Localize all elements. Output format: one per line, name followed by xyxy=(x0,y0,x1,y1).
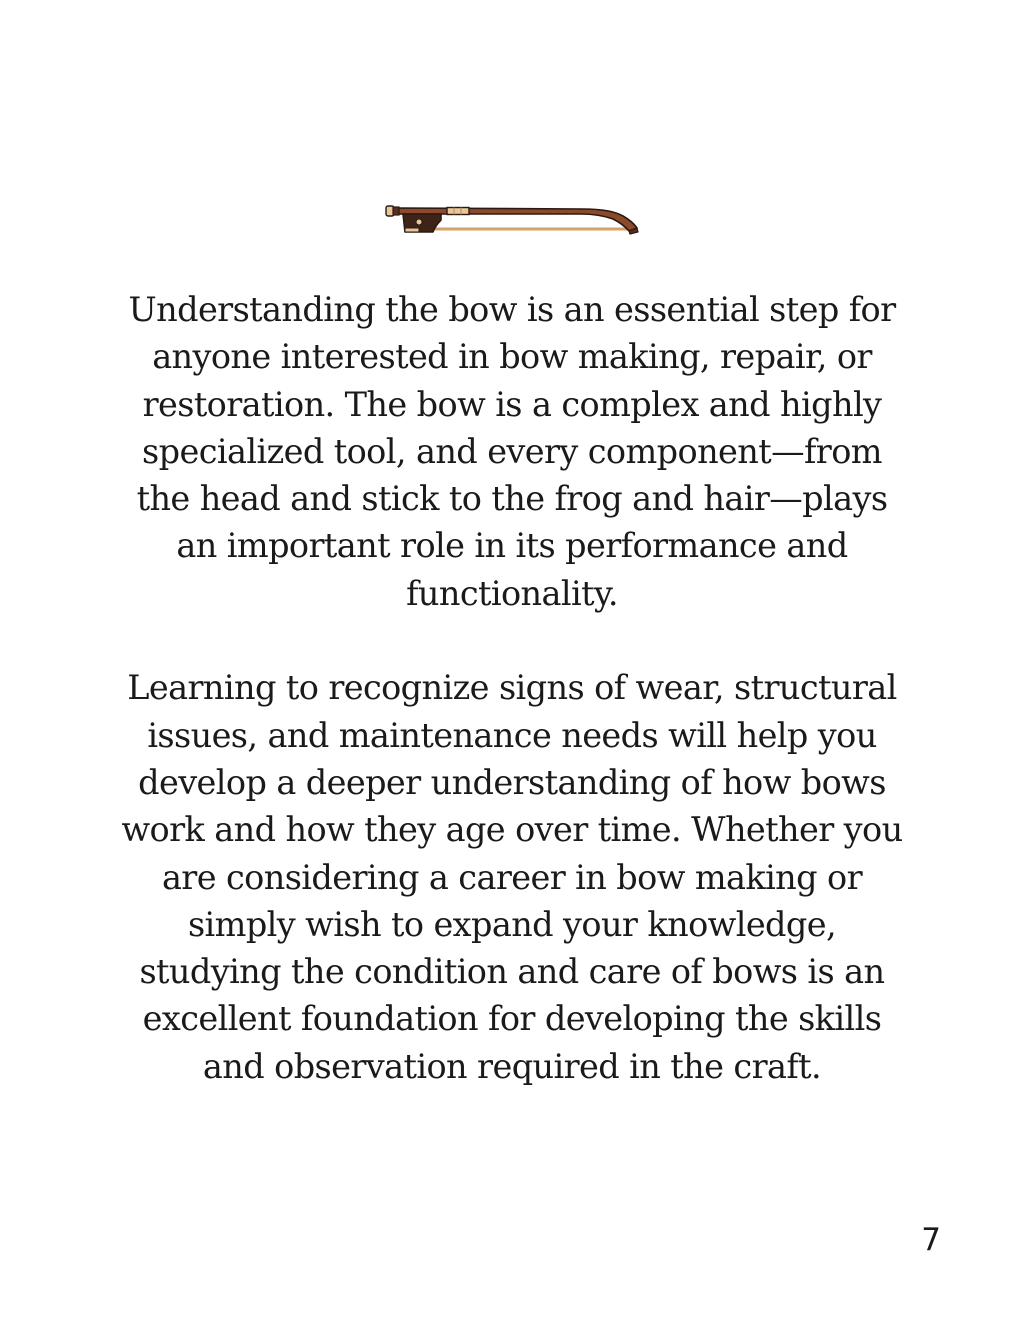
violin-bow-icon xyxy=(383,198,641,238)
page-number: 7 xyxy=(921,1222,941,1258)
paragraph-intro: Understanding the bow is an essential step for anyone interested in bow making, repair, or restoration. The bow is a complex and highly specialized tool, and every component—from the head and stick to the frog and hair—plays an important role in its performance and functionality. xyxy=(128,290,896,613)
paragraph-learning: Learning to recognize signs of wear, structural issues, and maintenance needs will help you develop a deeper understanding of how bows work and how they age over time. Whether you are considering a career in bow making or simply wish to expand your knowledge, studying the condition and care of bows is an excellent foundation for developing the skills and observation required in the craft. xyxy=(121,668,903,1086)
body-text xyxy=(96,286,928,1137)
